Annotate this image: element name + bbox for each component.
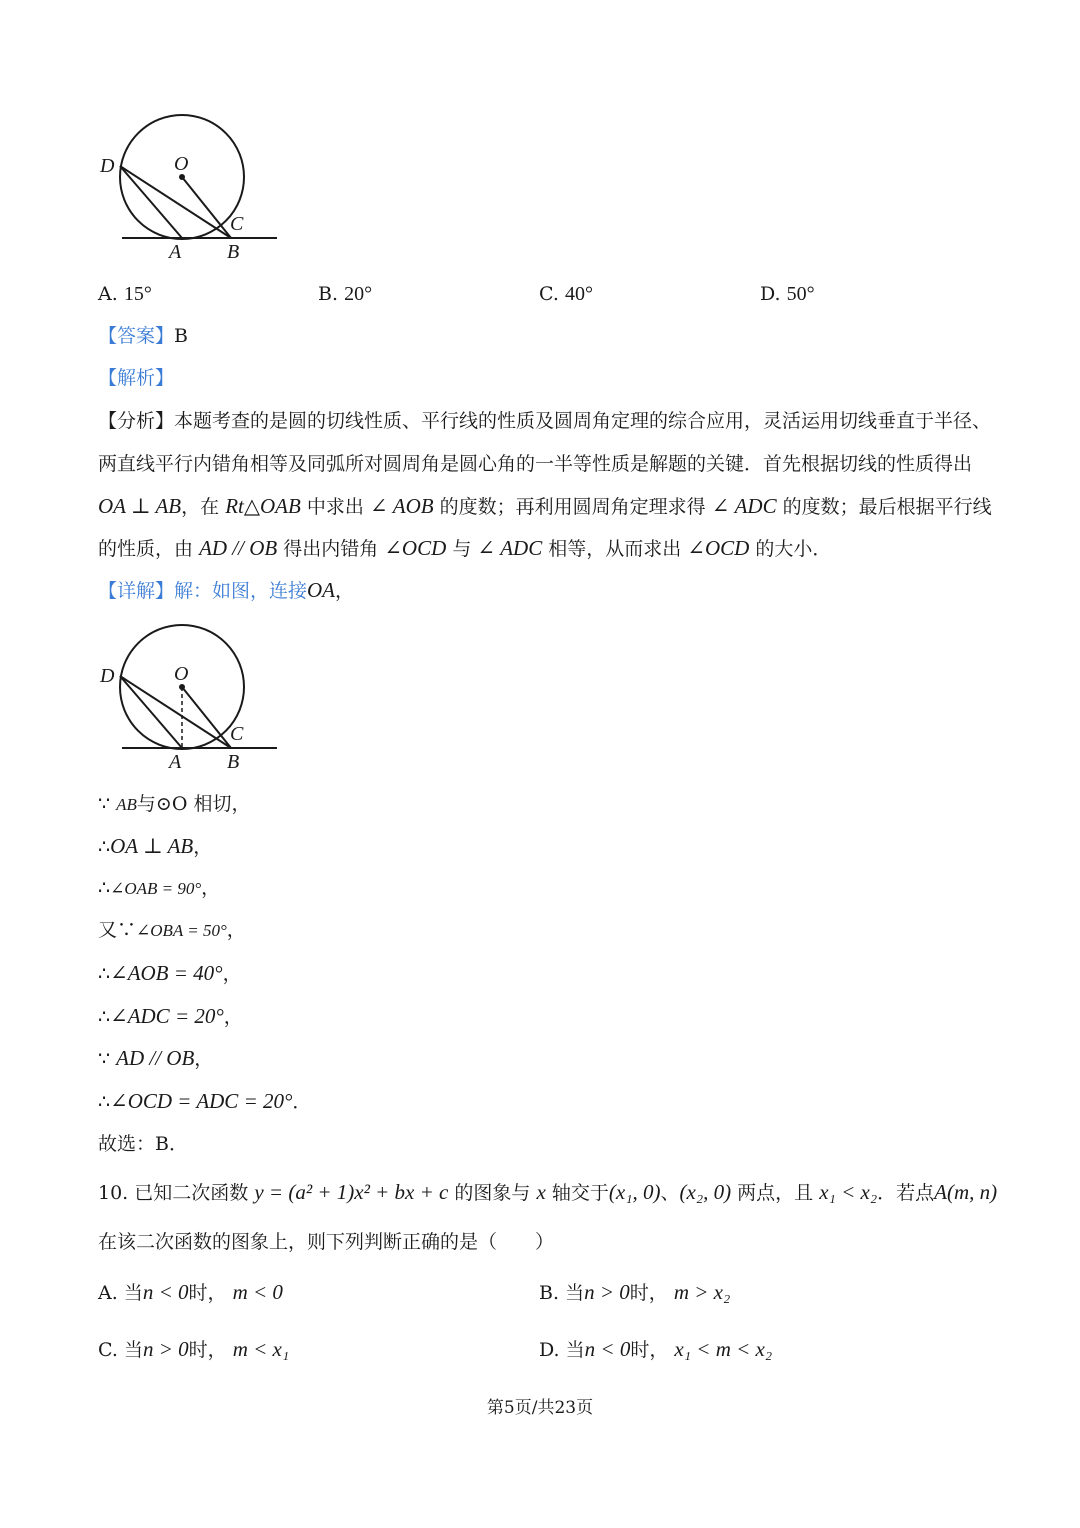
q9-option-b: B. 20° [318, 283, 373, 305]
q10-option-c: C. 当n > 0时， m < x₁ [98, 1337, 290, 1361]
answer-line [98, 324, 188, 348]
step-1: ∵ AB与⊙O 相切， [98, 793, 251, 815]
analysis-label: 【解析】 [98, 367, 175, 389]
label-B: B [227, 751, 240, 773]
step-8: ∴∠OCD = ADC = 20°． [98, 1089, 312, 1113]
q10-option-b: B. 当n > 0时， m > x₂ [539, 1280, 731, 1304]
detail-intro: 【详解】解：如图，连接OA， [98, 578, 355, 602]
label-B: B [227, 241, 240, 263]
analysis-line-1: 【分析】本题考查的是圆的切线性质、平行线的性质及圆周角定理的综合应用，灵活运用切线垂直于半径、 [98, 410, 992, 432]
step-4: 又∵∠OBA = 50°， [98, 919, 246, 941]
label-A: A [169, 751, 182, 773]
analysis-line-2: 两直线平行内错角相等及同弧所对圆周角是圆心角的一半等性质是解题的关键．首先根据切线的性质得出 [98, 453, 973, 475]
q9-option-a: A. 15° [98, 283, 152, 305]
step-7: ∵ AD // OB， [98, 1046, 214, 1070]
analysis-line-4: 的性质，由 AD // OB 得出内错角 ∠OCD 与 ∠ ADC 相等，从而求出 ∠OCD 的大小． [98, 536, 832, 560]
q10-option-d: D. 当n < 0时， x₁ < m < x₂ [539, 1337, 773, 1361]
figure-circle-tangent-1 [90, 110, 290, 270]
label-A: A [169, 241, 182, 263]
q10-line-1: 10. 已知二次函数 y = (a² + 1)x² + bx + c 的图象与 x 轴交于(x₁, 0)、(x₂, 0) 两点，且 x₁ < x₂．若点A(m, n) [98, 1180, 998, 1204]
label-D: D [100, 155, 115, 177]
q10-line-2: 在该二次函数的图象上，则下列判断正确的是（ ） [98, 1231, 555, 1253]
step-2: ∴OA ⊥ AB， [98, 834, 213, 858]
label-O: O [174, 663, 189, 685]
q9-option-c: C. 40° [539, 283, 593, 305]
figure-circle-tangent-2 [90, 620, 290, 780]
chosen-answer: 故选：B． [98, 1133, 188, 1155]
answer-value: B [174, 325, 188, 347]
q10-option-a: A. 当n < 0时， m < 0 [98, 1280, 283, 1304]
step-6: ∴∠ADC = 20°， [98, 1004, 243, 1028]
label-D: D [100, 665, 115, 687]
label-C: C [230, 723, 244, 745]
page-footer: 第5页/共23页 [486, 1398, 594, 1418]
step-5: ∴∠AOB = 40°， [98, 961, 242, 985]
answer-label: 【答案】 [98, 325, 175, 347]
q9-option-d: D. 50° [760, 283, 815, 305]
step-3: ∴∠OAB = 90°， [98, 877, 221, 899]
analysis-line-3: OA ⊥ AB，在 Rt△OAB 中求出 ∠ AOB 的度数；再利用圆周角定理求得 ∠ ADC 的度数；最后根据平行线 [98, 494, 992, 518]
label-C: C [230, 213, 244, 235]
label-O: O [174, 153, 189, 175]
